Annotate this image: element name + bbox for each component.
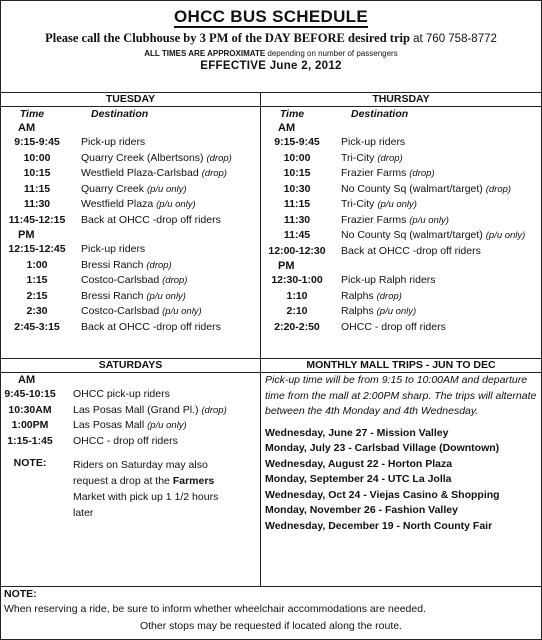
schedule-destination: Frazier Farms (p/u only) <box>341 213 449 226</box>
schedule-note: (p/u only) <box>485 230 526 241</box>
schedule-time: 10:15 <box>283 167 311 179</box>
thursday-subheader <box>261 107 541 121</box>
schedule-destination: Quarry Creek (p/u only) <box>81 182 187 195</box>
schedule-note: (p/u only) <box>147 420 187 431</box>
schedule-note: (p/u only) <box>162 306 202 317</box>
schedule-note: (drop) <box>206 152 232 164</box>
schedule-time: 2:30 <box>26 305 48 317</box>
mall-trips-heading: MONTHLY MALL TRIPS - JUN TO DEC <box>261 359 541 373</box>
time-label: Time <box>279 108 305 120</box>
schedule-row <box>1 403 260 419</box>
schedule-row <box>261 228 541 244</box>
thursday-heading: THURSDAY <box>261 93 541 107</box>
schedule-row <box>261 151 541 167</box>
footer-note-line1: When reserving a ride, be sure to inform whether wheelchair accommodations are needed. <box>4 603 426 615</box>
schedule-time: 12:00-12:30 <box>268 244 326 257</box>
schedule-note: (p/u only) <box>377 199 417 210</box>
tuesday-am-rows <box>1 135 260 228</box>
tuesday-heading: TUESDAY <box>1 93 260 107</box>
mall-trip-item: Wednesday, June 27 - Mission Valley <box>265 426 449 439</box>
schedule-row <box>1 166 260 182</box>
footer-note-line2: Other stops may be requested if located along the route. <box>139 620 403 632</box>
approx-note: ALL TIMES ARE APPROXIMATE depending on number of passengers <box>144 49 398 58</box>
schedule-time: 1:15-1:45 <box>7 434 53 447</box>
schedule-row <box>261 213 541 229</box>
schedule-destination: OHCC - drop off riders <box>341 320 446 333</box>
schedule-note: (drop) <box>409 168 435 179</box>
schedule-destination: Bressi Ranch (drop) <box>81 258 172 271</box>
schedule-destination: Westfield Plaza-Carlsbad (drop) <box>81 167 227 179</box>
schedule-time: 2:10 <box>286 305 308 317</box>
tuesday-pm-rows <box>1 242 260 335</box>
schedule-note: (drop) <box>376 290 402 302</box>
schedule-time: 9:15-9:45 <box>14 136 60 148</box>
schedule-row <box>1 197 260 213</box>
mall-trip-item: Monday, September 24 - UTC La Jolla <box>265 473 452 485</box>
schedule-row <box>1 151 260 167</box>
saturday-note-label: NOTE: <box>13 457 47 469</box>
footer-note-label: NOTE: <box>4 588 37 600</box>
schedule-time: 1:00 <box>26 258 48 271</box>
schedule-destination: Ralphs (drop) <box>341 289 402 302</box>
schedule-row <box>1 434 260 450</box>
schedule-destination: OHCC - drop off riders <box>73 434 178 447</box>
schedule-time: 10:30AM <box>8 403 52 416</box>
schedule-destination: Pick-up riders <box>341 136 406 148</box>
schedule-row <box>261 135 541 151</box>
saturdays-heading: SATURDAYS <box>1 359 260 373</box>
schedule-destination: Back at OHCC -drop off riders <box>81 213 221 226</box>
schedule-note: (drop) <box>377 152 403 164</box>
schedule-destination: OHCC pick-up riders <box>73 388 170 400</box>
tuesday-column <box>1 93 261 359</box>
tuesday-subheader <box>1 107 260 121</box>
schedule-time: 12:15-12:45 <box>8 243 66 255</box>
schedule-row <box>1 304 260 320</box>
schedule-row <box>261 244 541 260</box>
schedule-row <box>261 304 541 320</box>
schedule-row <box>1 242 260 258</box>
schedule-destination: Back at OHCC -drop off riders <box>341 244 481 257</box>
schedule-destination: No County Sq (walmart/target) (drop) <box>341 182 512 195</box>
destination-label: Destination <box>91 108 149 120</box>
schedule-time: 9:45-10:15 <box>4 388 56 400</box>
schedule-destination: Westfield Plaza (p/u only) <box>81 198 196 210</box>
schedule-row <box>1 320 260 336</box>
schedule-row <box>261 289 541 305</box>
schedule-destination: Tri-City (p/u only) <box>341 198 417 210</box>
schedule-row <box>1 182 260 198</box>
mall-trip-item: Wednesday, August 22 - Horton Plaza <box>265 457 453 470</box>
saturday-note <box>1 457 260 521</box>
schedule-time: 12:30-1:00 <box>271 274 323 286</box>
schedule-destination: Pick-up riders <box>81 136 146 148</box>
schedule-time: 10:30 <box>283 182 311 195</box>
thursday-pm-rows <box>261 273 541 335</box>
mall-trip-item: Wednesday, December 19 - North County Fair <box>265 519 493 532</box>
mall-trips-column <box>261 359 541 587</box>
schedule-row <box>261 273 541 289</box>
schedule-destination: Quarry Creek (Albertsons) (drop) <box>81 151 232 164</box>
schedule-row <box>1 273 260 289</box>
schedule-note: (p/u only) <box>146 183 187 195</box>
schedule-row <box>1 418 260 434</box>
schedule-row <box>1 258 260 274</box>
thursday-column <box>261 93 541 359</box>
schedule-note: (drop) <box>162 275 188 286</box>
schedule-time: 2:20-2:50 <box>274 320 320 333</box>
schedule-destination: Ralphs (p/u only) <box>341 305 417 317</box>
schedule-note: (drop) <box>201 168 227 179</box>
schedule-time: 10:00 <box>23 151 51 164</box>
schedule-time: 11:30 <box>23 198 51 210</box>
schedule-note: (drop) <box>201 404 227 416</box>
schedule-time: 1:15 <box>26 274 48 286</box>
schedule-row <box>1 387 260 403</box>
schedule-time: 2:15 <box>26 289 48 302</box>
effective-date: EFFECTIVE June 2, 2012 <box>200 60 342 72</box>
schedule-time: 11:15 <box>283 198 311 210</box>
mall-trip-item: Monday, July 23 - Carlsbad Village (Downtown) <box>265 442 500 454</box>
schedule-row <box>261 197 541 213</box>
schedule-destination: Costco-Carlsbad (drop) <box>81 274 188 286</box>
schedule-note: (p/u only) <box>376 306 417 317</box>
time-label: Time <box>19 108 45 120</box>
schedule-time: 11:45 <box>283 229 311 241</box>
schedule-destination: Las Posas Mall (p/u only) <box>73 419 187 431</box>
schedule-time: 1:10 <box>286 289 308 302</box>
schedule-time: 11:15 <box>23 182 51 195</box>
schedule-destination: Pick-up Ralph riders <box>341 274 436 286</box>
am-label: AM <box>278 122 296 134</box>
schedule-note: (drop) <box>485 183 512 195</box>
schedule-destination: Tri-City (drop) <box>341 151 403 164</box>
saturday-and-mall <box>1 358 541 587</box>
pm-label: PM <box>18 229 35 241</box>
thursday-am-rows <box>261 135 541 259</box>
schedule-destination: Las Posas Mall (Grand Pl.) (drop) <box>73 403 227 416</box>
schedule-note: (p/u only) <box>409 214 449 226</box>
saturday-note-text: Riders on Saturday may also request a drop at the Farmers Market with pick up 1 1/2 hours later <box>73 459 219 519</box>
schedule-time: 11:30 <box>283 213 311 226</box>
schedule-row <box>1 135 260 151</box>
schedule-destination: No County Sq (walmart/target) (p/u only) <box>341 229 526 241</box>
mall-trip-item: Monday, November 26 - Fashion Valley <box>265 504 458 516</box>
schedule-destination: Costco-Carlsbad (p/u only) <box>81 305 202 317</box>
am-label: AM <box>18 374 36 386</box>
footer-note <box>1 586 541 639</box>
schedule-destination: Frazier Farms (drop) <box>341 167 435 179</box>
schedule-row <box>1 213 260 229</box>
schedule-time: 9:15-9:45 <box>274 136 320 148</box>
pm-label: PM <box>278 260 295 272</box>
page-title: OHCC BUS SCHEDULE <box>173 7 368 26</box>
schedule-row <box>261 166 541 182</box>
schedule-time: 10:00 <box>283 151 311 164</box>
schedule-time: 1:00PM <box>11 419 49 431</box>
am-label: AM <box>18 122 36 134</box>
schedule-row <box>1 289 260 305</box>
weekday-schedules <box>1 92 541 359</box>
call-instructions: Please call the Clubhouse by 3 PM of the DAY BEFORE desired trip at 760 758-8772 <box>45 31 497 45</box>
mall-trip-list <box>261 426 541 535</box>
mall-trip-item: Wednesday, Oct 24 - Viejas Casino & Shopping <box>265 488 500 501</box>
schedule-note: (p/u only) <box>146 290 186 302</box>
schedule-row <box>261 320 541 336</box>
saturday-rows <box>1 387 260 449</box>
schedule-destination: Bressi Ranch (p/u only) <box>81 289 186 302</box>
destination-label: Destination <box>351 108 409 120</box>
schedule-note: (p/u only) <box>156 199 196 210</box>
schedule-time: 10:15 <box>23 167 51 179</box>
schedule-time: 11:45-12:15 <box>8 213 66 226</box>
schedule-note: (drop) <box>146 259 172 271</box>
saturdays-column <box>1 359 261 587</box>
schedule-time: 2:45-3:15 <box>14 320 60 333</box>
schedule-destination: Pick-up riders <box>81 243 146 255</box>
schedule-destination: Back at OHCC -drop off riders <box>81 320 221 333</box>
mall-trips-intro: Pick-up time will be from 9:15 to 10:00AM and departure time from the mall at 2:00PM sharp. The trips will alternate between the 4th Monday and 4th Wednesday. <box>265 374 537 417</box>
schedule-row <box>261 182 541 198</box>
